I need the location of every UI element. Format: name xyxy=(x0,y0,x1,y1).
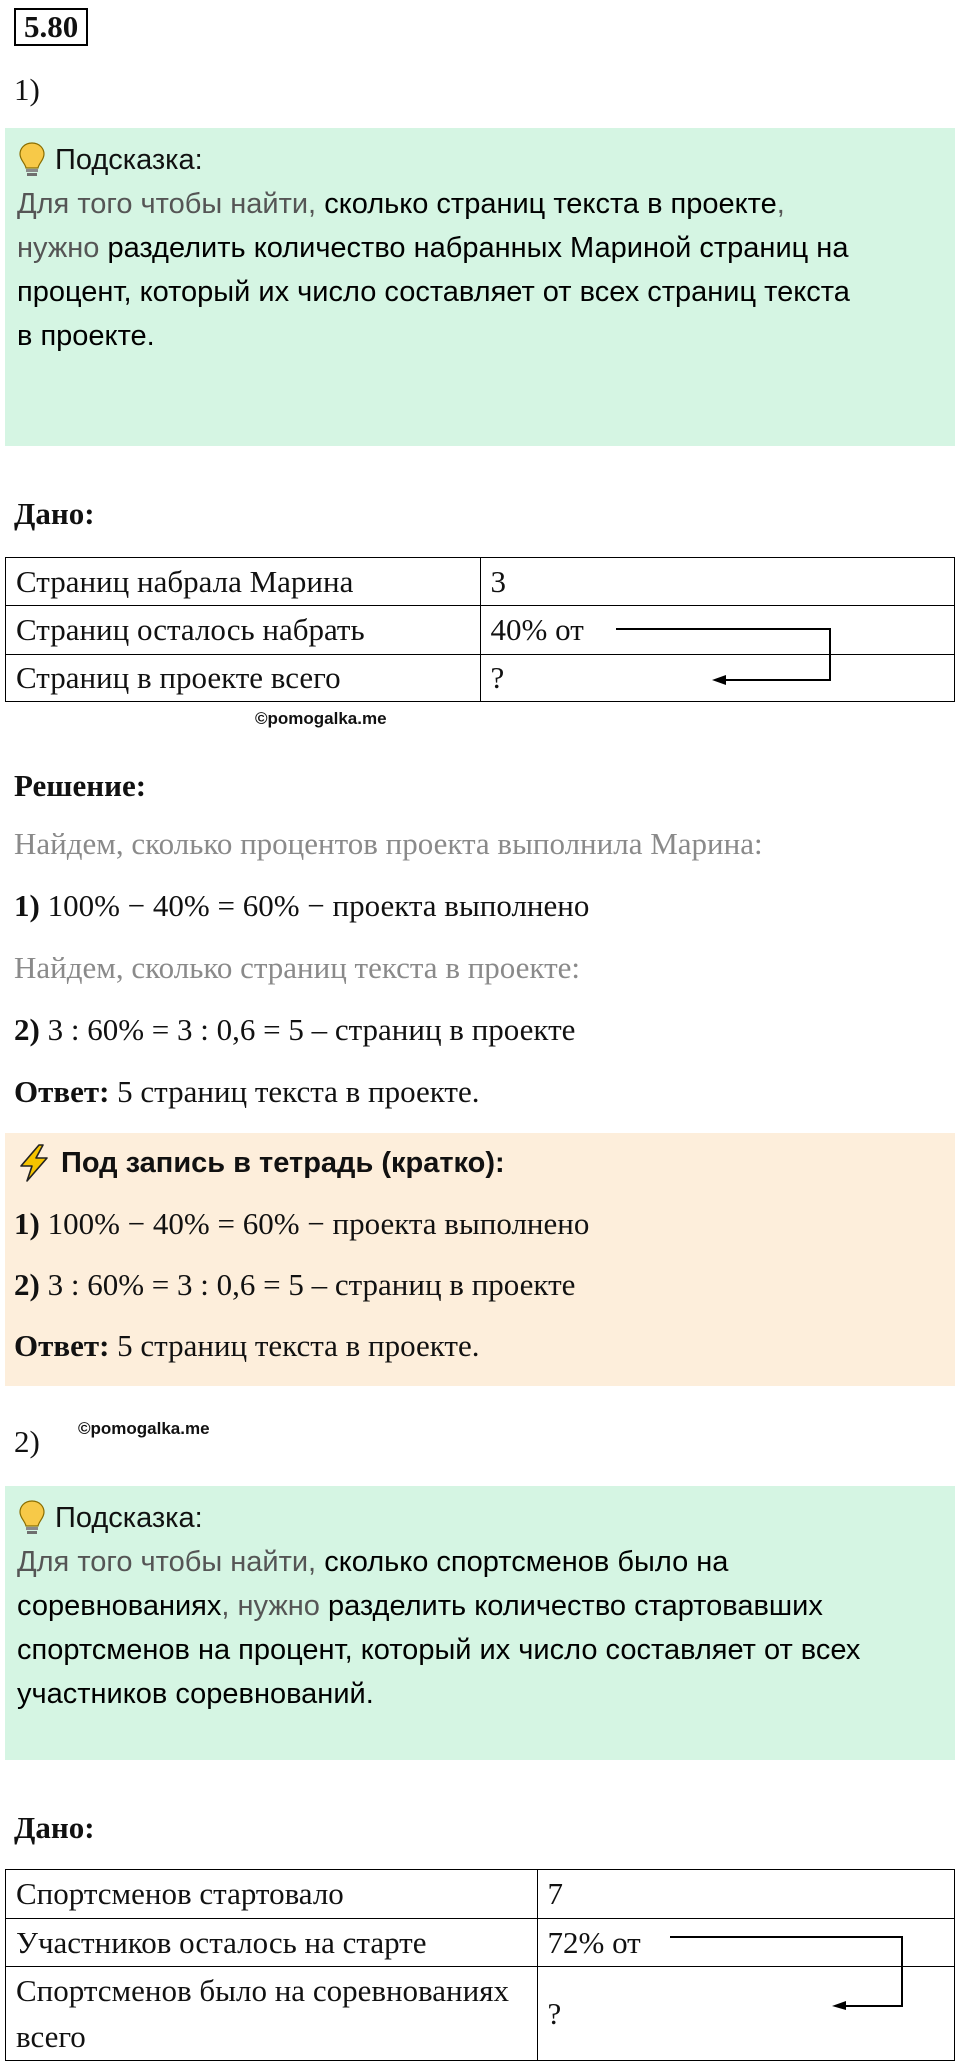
given-cell-label: Спортсменов было на соревнованиях всего xyxy=(6,1967,538,2061)
hint-text-gray: , нужно xyxy=(221,1590,328,1622)
hint-title: Подсказка: xyxy=(55,144,203,176)
given-cell-value: 40% от xyxy=(480,606,954,655)
step-number: 1) xyxy=(14,1206,40,1241)
answer-text: 5 страниц текста в проекте. xyxy=(109,1328,480,1363)
reference-arrow-2 xyxy=(665,1930,915,2010)
hint-text-gray: нужно xyxy=(17,232,108,264)
step-2-comment: Найдем, сколько страниц текста в проекте: xyxy=(14,950,581,985)
step-text: 3 : 60% = 3 : 0,6 = 5 – страниц в проекте xyxy=(39,1012,576,1047)
given-cell-value: 72% от xyxy=(537,1919,954,1967)
given-cell-value: 3 xyxy=(480,558,954,606)
given-cell-value: ? xyxy=(537,1967,954,2061)
hint-box-1 xyxy=(5,128,955,446)
step-text: 100% − 40% = 60% − проекта выполнено xyxy=(39,888,590,923)
lightning-icon xyxy=(17,1143,51,1183)
task-number: 5.80 xyxy=(14,8,88,46)
given-cell-label: Страниц в проекте всего xyxy=(6,655,481,702)
part-1-label: 1) xyxy=(14,72,40,107)
step-number: 2) xyxy=(14,1012,40,1047)
answer-label: Ответ: xyxy=(14,1328,110,1363)
given-label-2: Дано: xyxy=(14,1810,95,1845)
hint-text-emph: разделить количество стартовавших спортсменов на процент, который их число составляет от всех участников соревнований. xyxy=(17,1590,861,1710)
given-cell-label: Участников осталось на старте xyxy=(6,1919,538,1967)
step-1-comment: Найдем, сколько процентов проекта выполнила Марина: xyxy=(14,826,763,861)
notebook-answer xyxy=(14,1328,479,1364)
hint-title-row xyxy=(17,1496,943,1540)
notebook-box xyxy=(5,1133,955,1386)
answer xyxy=(14,1074,479,1110)
notebook-line-1 xyxy=(14,1206,589,1242)
given-cell-label: Страниц набрала Марина xyxy=(6,558,481,606)
notebook-title-row xyxy=(17,1143,943,1183)
given-label-1: Дано: xyxy=(14,496,95,531)
part-2-label: 2) xyxy=(14,1424,40,1459)
lightbulb-icon xyxy=(17,141,47,179)
step-2 xyxy=(14,1012,575,1048)
notebook-line-2 xyxy=(14,1267,575,1303)
hint-text xyxy=(17,182,943,358)
solution-label: Решение: xyxy=(14,768,147,803)
step-text: 100% − 40% = 60% − проекта выполнено xyxy=(39,1206,590,1241)
table-row xyxy=(6,558,955,606)
hint-text-emph: в проекте. xyxy=(17,320,155,352)
given-cell-label: Страниц осталось набрать xyxy=(6,606,481,655)
hint-title-row xyxy=(17,138,943,182)
step-text: 3 : 60% = 3 : 0,6 = 5 – страниц в проекте xyxy=(39,1267,576,1302)
given-cell-value: 7 xyxy=(537,1870,954,1919)
given-cell-value: ? xyxy=(480,655,954,702)
hint-text-gray: Для того чтобы найти, xyxy=(17,188,325,220)
answer-text: 5 страниц текста в проекте. xyxy=(109,1074,480,1109)
step-1 xyxy=(14,888,589,924)
hint-text-emph: сколько спортсменов было на соревнованиях xyxy=(17,1546,729,1622)
watermark: ©pomogalka.me xyxy=(78,1419,210,1438)
watermark: ©pomogalka.me xyxy=(255,709,387,728)
given-cell-label: Спортсменов стартовало xyxy=(6,1870,538,1919)
hint-text-gray: Для того чтобы найти, xyxy=(17,1546,325,1578)
hint-text xyxy=(17,1540,943,1716)
notebook-title: Под запись в тетрадь (кратко): xyxy=(61,1146,505,1179)
hint-text-emph: разделить количество набранных Мариной страниц на процент, который их число составляет от всех страниц текста xyxy=(17,232,850,308)
lightbulb-icon xyxy=(17,1499,47,1537)
step-number: 2) xyxy=(14,1267,40,1302)
reference-arrow-1 xyxy=(610,620,840,690)
hint-text-gray: , xyxy=(776,188,785,220)
table-row xyxy=(6,1870,955,1919)
hint-title: Подсказка: xyxy=(55,1502,203,1534)
answer-label: Ответ: xyxy=(14,1074,110,1109)
hint-box-2 xyxy=(5,1486,955,1760)
hint-text-emph: сколько страниц текста в проекте xyxy=(324,188,777,220)
step-number: 1) xyxy=(14,888,40,923)
